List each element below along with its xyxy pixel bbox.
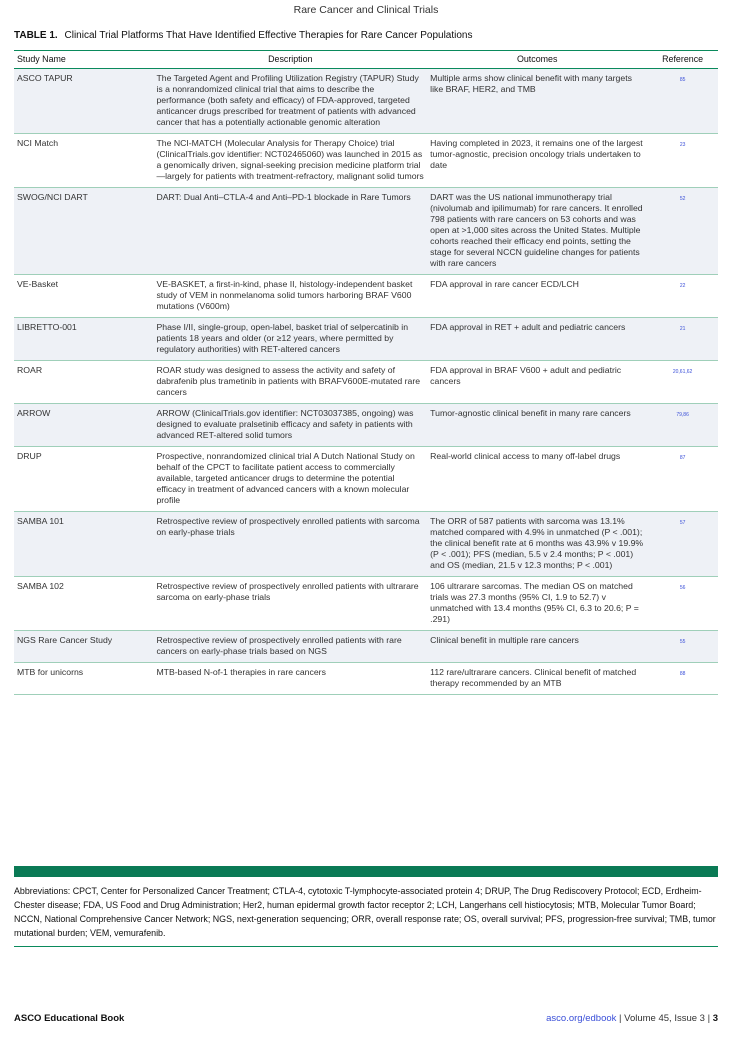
reference-link[interactable]: 21	[679, 326, 686, 332]
reference-link[interactable]: 56	[679, 585, 686, 591]
table-row	[14, 134, 718, 188]
study-name: ROAR	[14, 361, 153, 404]
table-row	[14, 631, 718, 663]
column-header-description: Description	[153, 51, 427, 69]
table-row	[14, 512, 718, 577]
study-name: DRUP	[14, 447, 153, 512]
study-name: SAMBA 102	[14, 577, 153, 631]
study-name: VE-Basket	[14, 275, 153, 318]
table-row	[14, 663, 718, 695]
study-description: VE-BASKET, a first-in-kind, phase II, histology-independent basket study of VEM in nonmelanoma solid tumors harboring BRAF V600 mutations (V600m)	[153, 275, 427, 318]
reference-link[interactable]: 20,61,62	[672, 369, 693, 375]
study-outcomes: FDA approval in BRAF V600 + adult and pediatric cancers	[427, 361, 647, 404]
study-name: ARROW	[14, 404, 153, 447]
study-description: Retrospective review of prospectively enrolled patients with sarcoma on early-phase trials	[153, 512, 427, 577]
table-footer-bar	[14, 866, 718, 877]
edbook-link[interactable]: asco.org/edbook	[546, 1013, 617, 1024]
table-label: TABLE 1.	[14, 30, 58, 41]
table-row	[14, 275, 718, 318]
reference-link[interactable]: 88	[679, 671, 686, 677]
study-name: NGS Rare Cancer Study	[14, 631, 153, 663]
table-row	[14, 577, 718, 631]
study-name: NCI Match	[14, 134, 153, 188]
study-name: SAMBA 101	[14, 512, 153, 577]
reference-link[interactable]: 22	[679, 283, 686, 289]
running-head: Rare Cancer and Clinical Trials	[293, 4, 439, 16]
table-row	[14, 404, 718, 447]
divider	[14, 946, 718, 947]
journal-name: ASCO Educational Book	[14, 1013, 125, 1024]
study-outcomes: Clinical benefit in multiple rare cancers	[427, 631, 647, 663]
study-outcomes: DART was the US national immunotherapy trial (nivolumab and ipilimumab) for rare cancers. It enrolled 798 patients with rare cancers on 53 cohorts and was open at >1,000 sites across the United States. Multiple cohorts reached their efficacy end points, setting the stage for several NCCN guideline changes for patients with rare cancers	[427, 188, 647, 275]
abbreviations-note: Abbreviations: CPCT, Center for Personalized Cancer Treatment; CTLA-4, cytotoxic T-lymphocyte-associated protein 4; DRUP, The Drug Rediscovery Protocol; ECD, Erdheim-Chester disease; FDA, US Food and Drug Administration; Her2, human epidermal growth factor receptor 2; LCH, Langerhans cell histiocytosis; MTB, Molecular Tumor Board; NCCN, National Comprehensive Cancer Network; NGS, next-generation sequencing; ORR, overall response rate; OS, overall survival; PFS, progression-free survival; TMB, tumor mutational burden; VEM, vemurafenib.	[14, 886, 716, 938]
study-outcomes: 106 ultrarare sarcomas. The median OS on matched trials was 27.3 months (95% CI, 1.9 to 52.7) v unmatched with 13.4 months (95% CI, 6.3 to 20.6; P = .291)	[427, 577, 647, 631]
reference-link[interactable]: 52	[679, 196, 686, 202]
study-description: DART: Dual Anti–CTLA-4 and Anti–PD-1 blockade in Rare Tumors	[153, 188, 427, 275]
table-caption: Clinical Trial Platforms That Have Identified Effective Therapies for Rare Cancer Populations	[64, 30, 473, 41]
clinical-trials-table	[14, 50, 718, 695]
study-name: MTB for unicorns	[14, 663, 153, 695]
study-description: ROAR study was designed to assess the activity and safety of dabrafenib plus trametinib in patients with BRAFV600E-mutated rare cancers	[153, 361, 427, 404]
study-description: Phase I/II, single-group, open-label, basket trial of selpercatinib in patients 18 years and older (or ≥12 years, where permitted by regulatory authorities) with RET-altered cancers	[153, 318, 427, 361]
table-row	[14, 361, 718, 404]
reference-link[interactable]: 23	[679, 142, 686, 148]
page-footer	[546, 1013, 718, 1024]
study-outcomes: Real-world clinical access to many off-label drugs	[427, 447, 647, 512]
study-outcomes: Multiple arms show clinical benefit with many targets like BRAF, HER2, and TMB	[427, 69, 647, 134]
reference-link[interactable]: 87	[679, 455, 686, 461]
reference-link[interactable]: 57	[679, 520, 686, 526]
study-outcomes: The ORR of 587 patients with sarcoma was 13.1% matched compared with 4.9% in unmatched (P < .001); the clinical benefit rate at 6 months was 43.9% v 19.9% (P < .001); PFS (median, 5.5 v 2.4 months; P < .001) and OS (median, 21.5 v 12.3 months; P < .001)	[427, 512, 647, 577]
study-description: MTB-based N-of-1 therapies in rare cancers	[153, 663, 427, 695]
reference-link[interactable]: 85	[679, 77, 686, 83]
study-outcomes: Having completed in 2023, it remains one of the largest tumor-agnostic, precision oncology trials undertaken to date	[427, 134, 647, 188]
study-name: SWOG/NCI DART	[14, 188, 153, 275]
issue-info: Volume 45, Issue 3	[624, 1013, 705, 1024]
column-header-reference: Reference	[647, 51, 718, 69]
study-description: Prospective, nonrandomized clinical trial A Dutch National Study on behalf of the CPCT to facilitate patient access to commercially available, targeted anticancer drugs to determine the potential efficacy in treatment of advanced cancers with a known molecular profile	[153, 447, 427, 512]
study-description: ARROW (ClinicalTrials.gov identifier: NCT03037385, ongoing) was designed to evaluate pralsetinib efficacy and safety in patients with advanced RET-altered solid tumors	[153, 404, 427, 447]
column-header-study-name: Study Name	[14, 51, 153, 69]
footer-separator: |	[619, 1013, 622, 1024]
study-description: Retrospective review of prospectively enrolled patients with rare cancers on early-phase trials based on NGS	[153, 631, 427, 663]
study-description: The Targeted Agent and Profiling Utilization Registry (TAPUR) Study is a nonrandomized clinical trial that aims to describe the performance (both safety and efficacy) of FDA-approved, targeted anticancer drugs prescribed for treatment of patients with advanced cancer that has a potentially actionable genomic alteration	[153, 69, 427, 134]
footer-separator: |	[707, 1013, 711, 1024]
study-outcomes: FDA approval in RET + adult and pediatric cancers	[427, 318, 647, 361]
study-description: The NCI-MATCH (Molecular Analysis for Therapy Choice) trial (ClinicalTrials.gov identifier: NCT02465060) was launched in 2015 as a genomically driven, signal-seeking precision medicine platform trial—largely for patients with treatment-refractory, malignant solid tumors	[153, 134, 427, 188]
column-header-outcomes: Outcomes	[427, 51, 647, 69]
table-title	[14, 30, 472, 41]
table-header-row	[14, 51, 718, 69]
reference-link[interactable]: 55	[679, 639, 686, 645]
study-outcomes: FDA approval in rare cancer ECD/LCH	[427, 275, 647, 318]
study-description: Retrospective review of prospectively enrolled patients with ultrarare sarcoma on early-phase trials	[153, 577, 427, 631]
table-row	[14, 318, 718, 361]
page-number: 3	[712, 1013, 718, 1024]
study-outcomes: Tumor-agnostic clinical benefit in many rare cancers	[427, 404, 647, 447]
study-name: ASCO TAPUR	[14, 69, 153, 134]
study-name: LIBRETTO-001	[14, 318, 153, 361]
table-row	[14, 188, 718, 275]
table-row	[14, 69, 718, 134]
reference-link[interactable]: 79,86	[676, 412, 689, 418]
study-outcomes: 112 rare/ultrarare cancers. Clinical benefit of matched therapy recommended by an MTB	[427, 663, 647, 695]
table-row	[14, 447, 718, 512]
